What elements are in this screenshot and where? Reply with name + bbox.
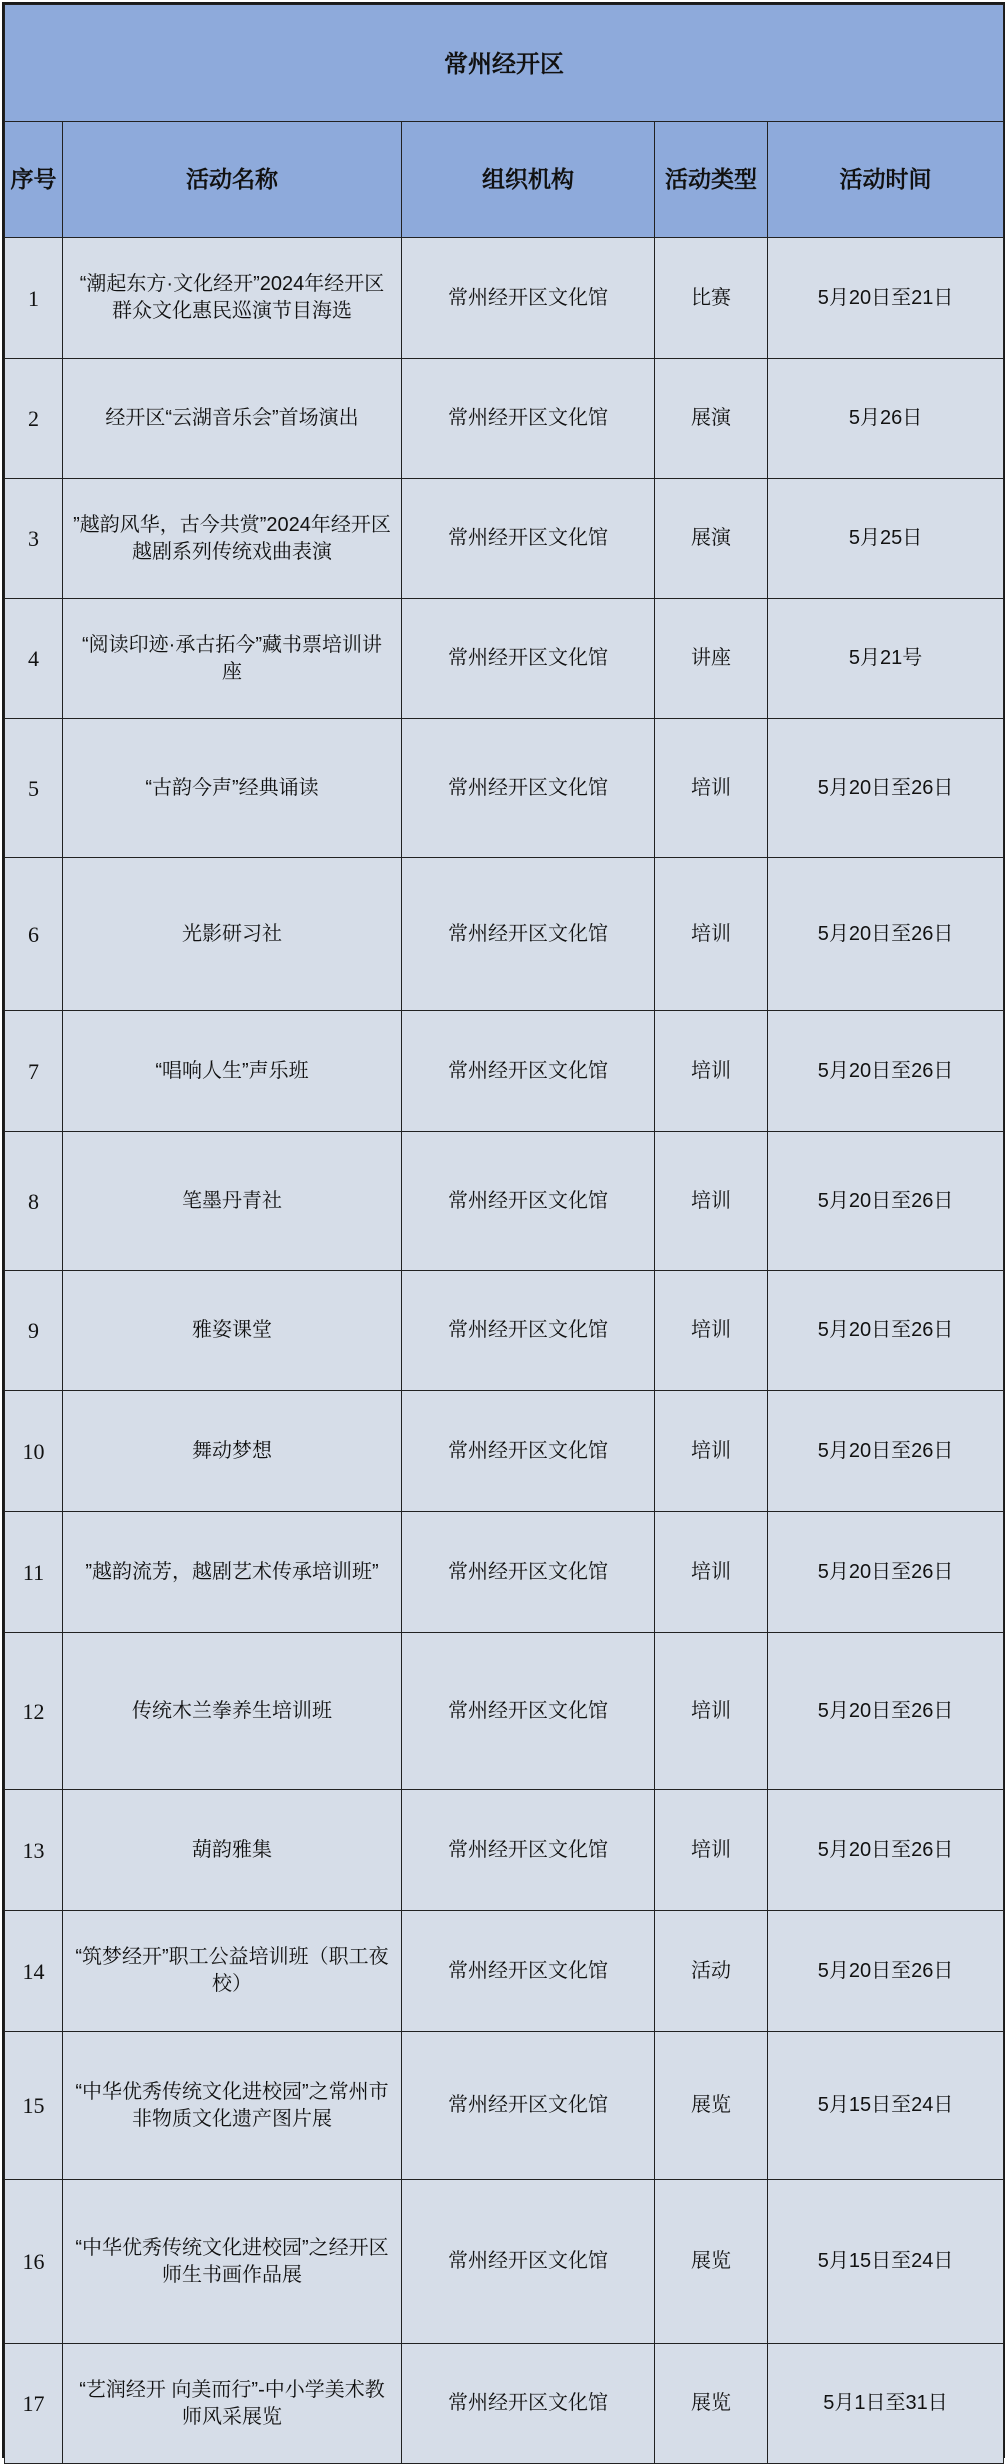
cell-activity-name: “阅读印迹·承古拓今”藏书票培训讲座 <box>63 599 402 719</box>
cell-activity-type: 培训 <box>655 719 768 858</box>
cell-activity-name: “艺润经开 向美而行”-中小学美术教师风采展览 <box>63 2344 402 2464</box>
table-row <box>5 1011 1004 1132</box>
cell-activity-name: 笔墨丹青社 <box>63 1132 402 1271</box>
cell-activity-time: 5月20日至26日 <box>768 1633 1004 1790</box>
cell-activity-type: 展演 <box>655 479 768 599</box>
cell-no: 12 <box>5 1633 63 1790</box>
cell-no: 15 <box>5 2032 63 2180</box>
table-row <box>5 719 1004 858</box>
cell-organizer: 常州经开区文化馆 <box>402 1790 655 1911</box>
cell-activity-time: 5月20日至26日 <box>768 1011 1004 1132</box>
cell-activity-time: 5月20日至26日 <box>768 858 1004 1011</box>
table-row <box>5 1271 1004 1391</box>
cell-no: 5 <box>5 719 63 858</box>
cell-no: 7 <box>5 1011 63 1132</box>
cell-activity-time: 5月20日至26日 <box>768 1391 1004 1512</box>
cell-activity-name: 传统木兰拳养生培训班 <box>63 1633 402 1790</box>
cell-no: 11 <box>5 1512 63 1633</box>
cell-no: 10 <box>5 1391 63 1512</box>
cell-activity-name: “中华优秀传统文化进校园”之常州市非物质文化遗产图片展 <box>63 2032 402 2180</box>
table-row <box>5 858 1004 1011</box>
cell-organizer: 常州经开区文化馆 <box>402 2180 655 2344</box>
cell-activity-type: 讲座 <box>655 599 768 719</box>
cell-activity-type: 培训 <box>655 1391 768 1512</box>
header-row <box>5 122 1004 238</box>
cell-activity-time: 5月20日至26日 <box>768 1790 1004 1911</box>
table-row <box>5 2344 1004 2464</box>
cell-activity-type: 培训 <box>655 858 768 1011</box>
header-organizer: 组织机构 <box>402 122 655 238</box>
cell-organizer: 常州经开区文化馆 <box>402 1512 655 1633</box>
cell-organizer: 常州经开区文化馆 <box>402 858 655 1011</box>
cell-organizer: 常州经开区文化馆 <box>402 2032 655 2180</box>
cell-activity-type: 活动 <box>655 1911 768 2032</box>
table-row <box>5 2032 1004 2180</box>
header-activity-time: 活动时间 <box>768 122 1004 238</box>
cell-organizer: 常州经开区文化馆 <box>402 599 655 719</box>
cell-activity-name: “唱响人生”声乐班 <box>63 1011 402 1132</box>
cell-activity-time: 5月15日至24日 <box>768 2180 1004 2344</box>
cell-no: 17 <box>5 2344 63 2464</box>
table-row <box>5 2180 1004 2344</box>
cell-activity-time: 5月21号 <box>768 599 1004 719</box>
cell-activity-type: 培训 <box>655 1633 768 1790</box>
cell-no: 14 <box>5 1911 63 2032</box>
cell-activity-name: ”越韵风华，古今共赏”2024年经开区越剧系列传统戏曲表演 <box>63 479 402 599</box>
cell-activity-name: 经开区“云湖音乐会”首场演出 <box>63 359 402 479</box>
cell-activity-name: “筑梦经开”职工公益培训班（职工夜校） <box>63 1911 402 2032</box>
table-row <box>5 359 1004 479</box>
cell-activity-name: 光影研习社 <box>63 858 402 1011</box>
cell-activity-name: 雅姿课堂 <box>63 1271 402 1391</box>
header-no: 序号 <box>5 122 63 238</box>
cell-organizer: 常州经开区文化馆 <box>402 238 655 359</box>
cell-organizer: 常州经开区文化馆 <box>402 1132 655 1271</box>
cell-no: 13 <box>5 1790 63 1911</box>
cell-activity-name: “古韵今声”经典诵读 <box>63 719 402 858</box>
cell-activity-type: 比赛 <box>655 238 768 359</box>
cell-organizer: 常州经开区文化馆 <box>402 1911 655 2032</box>
cell-organizer: 常州经开区文化馆 <box>402 359 655 479</box>
cell-no: 6 <box>5 858 63 1011</box>
cell-activity-time: 5月20日至26日 <box>768 1271 1004 1391</box>
cell-activity-type: 培训 <box>655 1271 768 1391</box>
header-activity-type: 活动类型 <box>655 122 768 238</box>
cell-activity-time: 5月15日至24日 <box>768 2032 1004 2180</box>
cell-activity-type: 展览 <box>655 2180 768 2344</box>
cell-no: 9 <box>5 1271 63 1391</box>
cell-activity-name: ”越韵流芳，越剧艺术传承培训班” <box>63 1512 402 1633</box>
cell-activity-time: 5月1日至31日 <box>768 2344 1004 2464</box>
cell-activity-type: 培训 <box>655 1011 768 1132</box>
cell-activity-time: 5月20日至26日 <box>768 1132 1004 1271</box>
table-row <box>5 1633 1004 1790</box>
cell-organizer: 常州经开区文化馆 <box>402 1633 655 1790</box>
cell-organizer: 常州经开区文化馆 <box>402 1011 655 1132</box>
cell-organizer: 常州经开区文化馆 <box>402 479 655 599</box>
cell-no: 4 <box>5 599 63 719</box>
cell-activity-type: 培训 <box>655 1132 768 1271</box>
cell-activity-time: 5月20日至26日 <box>768 719 1004 858</box>
cell-organizer: 常州经开区文化馆 <box>402 1271 655 1391</box>
cell-organizer: 常州经开区文化馆 <box>402 719 655 858</box>
activity-table-sheet <box>2 2 1005 2458</box>
table-title: 常州经开区 <box>5 5 1004 122</box>
cell-activity-type: 培训 <box>655 1790 768 1911</box>
cell-activity-name: 舞动梦想 <box>63 1391 402 1512</box>
cell-activity-name: “中华优秀传统文化进校园”之经开区师生书画作品展 <box>63 2180 402 2344</box>
cell-no: 3 <box>5 479 63 599</box>
cell-activity-time: 5月20日至26日 <box>768 1512 1004 1633</box>
cell-activity-name: “潮起东方·文化经开”2024年经开区群众文化惠民巡演节目海选 <box>63 238 402 359</box>
cell-activity-type: 培训 <box>655 1512 768 1633</box>
table-row <box>5 599 1004 719</box>
cell-organizer: 常州经开区文化馆 <box>402 1391 655 1512</box>
cell-activity-time: 5月26日 <box>768 359 1004 479</box>
cell-activity-type: 展览 <box>655 2032 768 2180</box>
header-activity-name: 活动名称 <box>63 122 402 238</box>
cell-organizer: 常州经开区文化馆 <box>402 2344 655 2464</box>
activity-table <box>4 4 1004 2464</box>
table-row <box>5 238 1004 359</box>
table-row <box>5 1391 1004 1512</box>
cell-no: 8 <box>5 1132 63 1271</box>
cell-activity-time: 5月25日 <box>768 479 1004 599</box>
cell-no: 1 <box>5 238 63 359</box>
cell-activity-type: 展览 <box>655 2344 768 2464</box>
cell-activity-time: 5月20日至21日 <box>768 238 1004 359</box>
cell-no: 2 <box>5 359 63 479</box>
table-row <box>5 1132 1004 1271</box>
cell-activity-type: 展演 <box>655 359 768 479</box>
cell-no: 16 <box>5 2180 63 2344</box>
table-row <box>5 1512 1004 1633</box>
table-row <box>5 1911 1004 2032</box>
cell-activity-name: 葫韵雅集 <box>63 1790 402 1911</box>
table-row <box>5 479 1004 599</box>
cell-activity-time: 5月20日至26日 <box>768 1911 1004 2032</box>
table-row <box>5 1790 1004 1911</box>
